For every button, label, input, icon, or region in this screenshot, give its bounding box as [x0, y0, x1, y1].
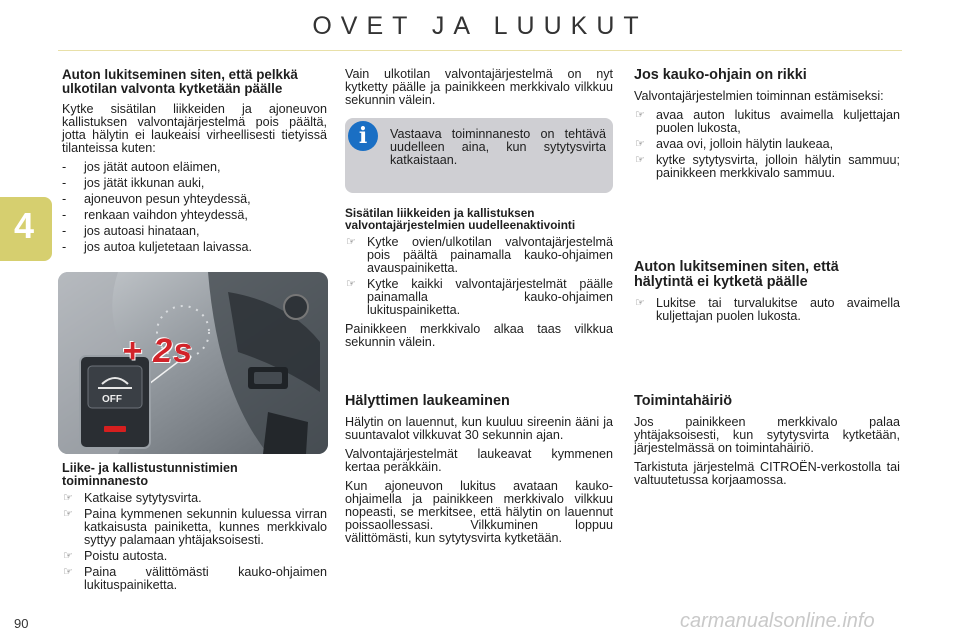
footer-watermark: carmanualsonline.info — [680, 610, 875, 632]
paragraph: Jos painikkeen merkkivalo palaa yhtäjaksoisesti, kun sytytysvirta kytketään, järjestelmässä on toimintahäiriö. — [634, 415, 900, 455]
list-item: - jos jätät ikkunan auki, — [62, 177, 327, 190]
list-item: - renkaan vaihdon yhteydessä, — [62, 209, 327, 222]
list-item: ☞ Paina kymmenen sekunnin kuluessa virran katkaisusta painiketta, kunnes merkkivalo syttyy palamaan yhtäjaksoisesti. — [62, 508, 327, 547]
paragraph: Hälytin on lauennut, kun kuuluu sireenin ääni ja suuntavalot vilkkuvat 30 sekunnin ajan. — [345, 415, 613, 442]
page-number: 90 — [14, 616, 29, 631]
reactivation-steps — [345, 236, 613, 317]
section-heading-fault: Toimintahäiriö — [634, 393, 733, 409]
column-2-alarm — [345, 394, 613, 551]
list-item: ☞ Lukitse tai turvalukitse auto avaimella kuljettajan puolen lukosta. — [634, 297, 900, 323]
remote-steps — [634, 109, 900, 180]
list-item: ☞ Katkaise sytytysvirta. — [62, 492, 327, 505]
section-heading-alarm: Hälyttimen laukeaminen — [345, 393, 510, 409]
section-heading-remote-broken: Jos kauko-ohjain on rikki — [634, 67, 807, 83]
sub-heading-sensor-disable: Liike- ja kallistustunnistimien toiminnanesto — [62, 461, 238, 488]
list-item: - jos jätät autoon eläimen, — [62, 161, 327, 174]
list-item: ☞ avaa auton lukitus avaimella kuljettajan puolen lukosta, — [634, 109, 900, 135]
dashboard-photo — [58, 272, 328, 454]
chapter-title: OVET JA LUUKUT — [312, 12, 648, 40]
column-3-lock — [634, 260, 900, 329]
header-divider — [58, 50, 902, 51]
off-button-label: OFF — [102, 394, 122, 405]
lock-steps — [634, 297, 900, 323]
column-2 — [345, 68, 613, 113]
list-item: ☞ Kytke ovien/ulkotilan valvontajärjestelmä pois päältä painamalla kauko-ohjaimen avauspainiketta. — [345, 236, 613, 275]
list-item: ☞ Poistu autosta. — [62, 550, 327, 563]
paragraph-reactivation-note: Painikkeen merkkivalo alkaa taas vilkkua sekunnin välein. — [345, 322, 613, 349]
list-item: ☞ avaa ovi, jolloin hälytin laukeaa, — [634, 138, 900, 151]
steps-list — [62, 492, 327, 592]
time-badge: + 2s — [122, 332, 194, 370]
section-heading-lock-without-alarm: Auton lukitseminen siten, että hälytintä ei kytketä päälle — [634, 259, 839, 290]
list-item: ☞ Paina välittömästi kauko-ohjaimen lukituspainiketta. — [62, 566, 327, 592]
column-1 — [62, 68, 327, 260]
list-item: - jos autoasi hinataan, — [62, 225, 327, 238]
chapter-tab-number: 4 — [14, 205, 35, 246]
list-item: - jos autoa kuljetetaan laivassa. — [62, 241, 327, 254]
case-list — [62, 161, 327, 254]
column-3 — [634, 68, 900, 186]
paragraph: Valvontajärjestelmät laukeavat kymmenen kertaa peräkkäin. — [345, 447, 613, 474]
column-1-lower — [62, 462, 327, 598]
section-heading-exterior-only: Auton lukitseminen siten, että pelkkä ulkotilan valvonta kytketään päälle — [62, 67, 298, 96]
list-item: ☞ kytke sytytysvirta, jolloin hälytin sammuu; painikkeen merkkivalo sammuu. — [634, 154, 900, 180]
paragraph-exterior-active: Vain ulkotilan valvontajärjestelmä on nyt kytketty päälle ja painikkeen merkkivalo vilkkuu sekunnin välein. — [345, 67, 613, 107]
paragraph: Tarkistuta järjestelmä CITROËN-verkostolla tai valtuutetussa korjaamossa. — [634, 460, 900, 487]
paragraph: Kun ajoneuvon lukitus avataan kauko-ohjaimella ja painikkeen merkkivalo vilkkuu nopeasti, se merkitsee, että hälytin on lauennut poissaollessasi. Vilkkuminen loppuu välittömästi, kun sytytysvirta kytketään. — [345, 479, 613, 545]
paragraph-intro: Kytke sisätilan liikkeiden ja ajoneuvon kallistuksen valvontajärjestelmä pois päältä, jotta hälytin ei laukeaisi virheellisesti tietyissä tilanteissa kuten: — [62, 102, 327, 155]
list-item: ☞ Kytke kaikki valvontajärjestelmät päälle painamalla kauko-ohjaimen lukituspainiketta. — [345, 278, 613, 317]
list-item: - ajoneuvon pesun yhteydessä, — [62, 193, 327, 206]
info-icon: i — [348, 121, 378, 151]
paragraph: Valvontajärjestelmien toiminnan estämiseksi: — [634, 89, 884, 103]
column-2-reactivation — [345, 207, 613, 355]
info-text: Vastaava toiminnanesto on tehtävä uudelleen aina, kun sytytysvirta katkaistaan. — [390, 127, 606, 167]
column-3-fault — [634, 394, 900, 493]
sub-heading-reactivation: Sisätilan liikkeiden ja kallistuksen valvontajärjestelmien uudelleenaktivointi — [345, 206, 576, 232]
